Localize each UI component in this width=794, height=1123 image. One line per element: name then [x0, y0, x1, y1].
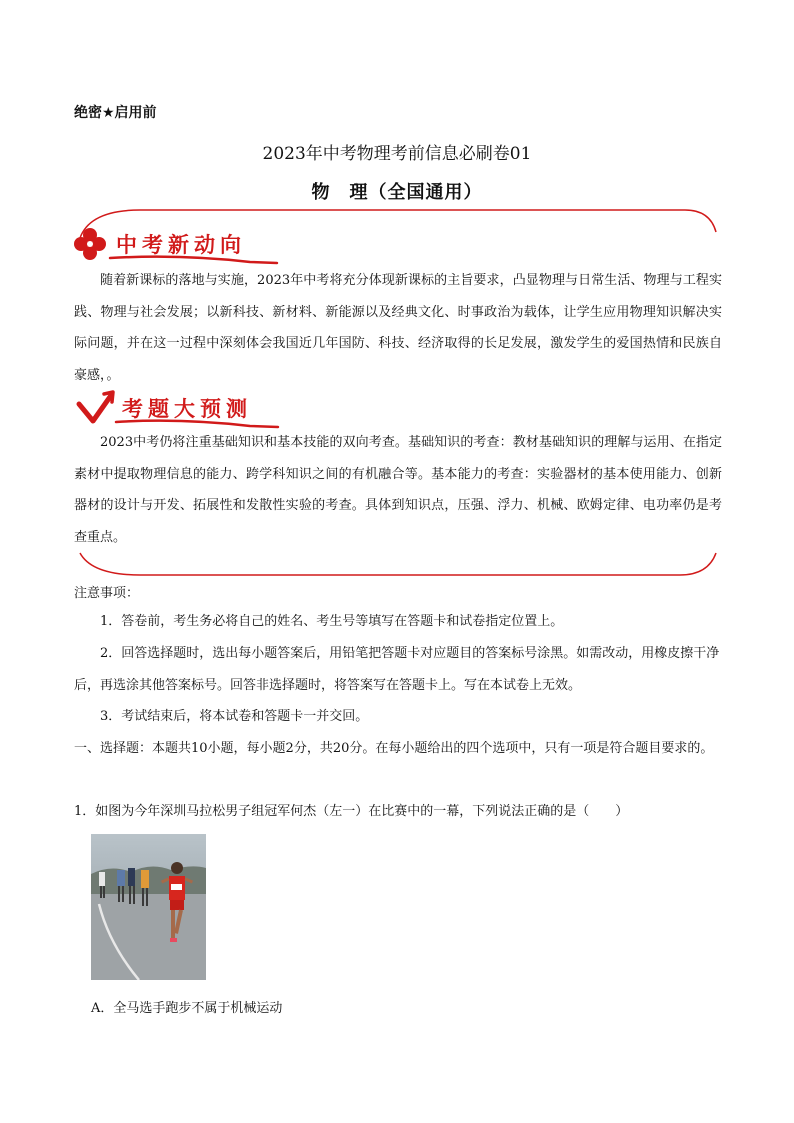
- note-item-3: 3．考试结束后，将本试卷和答题卡一并交回。: [100, 709, 369, 724]
- bottom-frame-arc: [80, 553, 716, 575]
- clover-icon: [74, 228, 106, 260]
- question-1-stem: 1．如图为今年深圳马拉松男子组冠军何杰（左一）在比赛中的一幕，下列说法正确的是（ ）: [74, 804, 629, 819]
- forecast-paragraph: 2023中考仍将注重基础知识和基本技能的双向考查。基础知识的考查：教材基础知识的理解与运用、在指定素材中提取物理信息的能力、跨学科知识之间的有机融合等。基本能力的考查：实验器材的基本使用能力、创新器材的设计与开发、拓展性和发散性实验的考查。具体到知识点，压强、浮力、机械、欧姆定律、电功率仍是考查重点。: [74, 435, 722, 545]
- section-header: [74, 733, 748, 765]
- note-item-1: 1．答卷前，考生务必将自己的姓名、考生号等填写在答题卡和试卷指定位置上。: [100, 614, 564, 629]
- section-prefix: 一、选择题：: [74, 741, 153, 756]
- forecast-heading: 考题大预测: [122, 397, 252, 421]
- trend-paragraph: 随着新课标的落地与实施，2023年中考将充分体现新课标的主旨要求，凸显物理与日常生活、物理与工程实践、物理与社会发展；以新科技、新材料、新能源以及经典文化、时事政治为载体，让学生应用物理知识解决实际问题，并在这一过程中深刻体会我国近几年国防、科技、经济取得的长足发展，激发学生的爱国热情和民族自豪感，。: [74, 273, 722, 383]
- trend-heading: 中考新动向: [116, 233, 246, 257]
- section-body: 本题共10小题，每小题2分，共20分。在每小题给出的四个选项中，只有一项是符合题目要求的。: [152, 741, 714, 756]
- exam-title: 2023年中考物理考前信息必刷卷01: [262, 144, 532, 164]
- check-arrow-icon: [79, 392, 113, 421]
- question-1-option-a: A．全马选手跑步不属于机械运动: [91, 1001, 283, 1016]
- note-item-2: 2．回答选择题时，选出每小题答案后，用铅笔把答题卡对应题目的答案标号涂黑。如需改动，用橡皮擦干净后，再选涂其他答案标号。回答非选择题时，将答案写在答题卡上。写在本试卷上无效。: [74, 646, 720, 693]
- notes-title: 注意事项：: [74, 586, 140, 601]
- confidential-label: 绝密★启用前: [74, 105, 157, 121]
- marathon-photo: [91, 834, 206, 980]
- exam-subtitle: 物 理（全国通用）: [311, 182, 483, 203]
